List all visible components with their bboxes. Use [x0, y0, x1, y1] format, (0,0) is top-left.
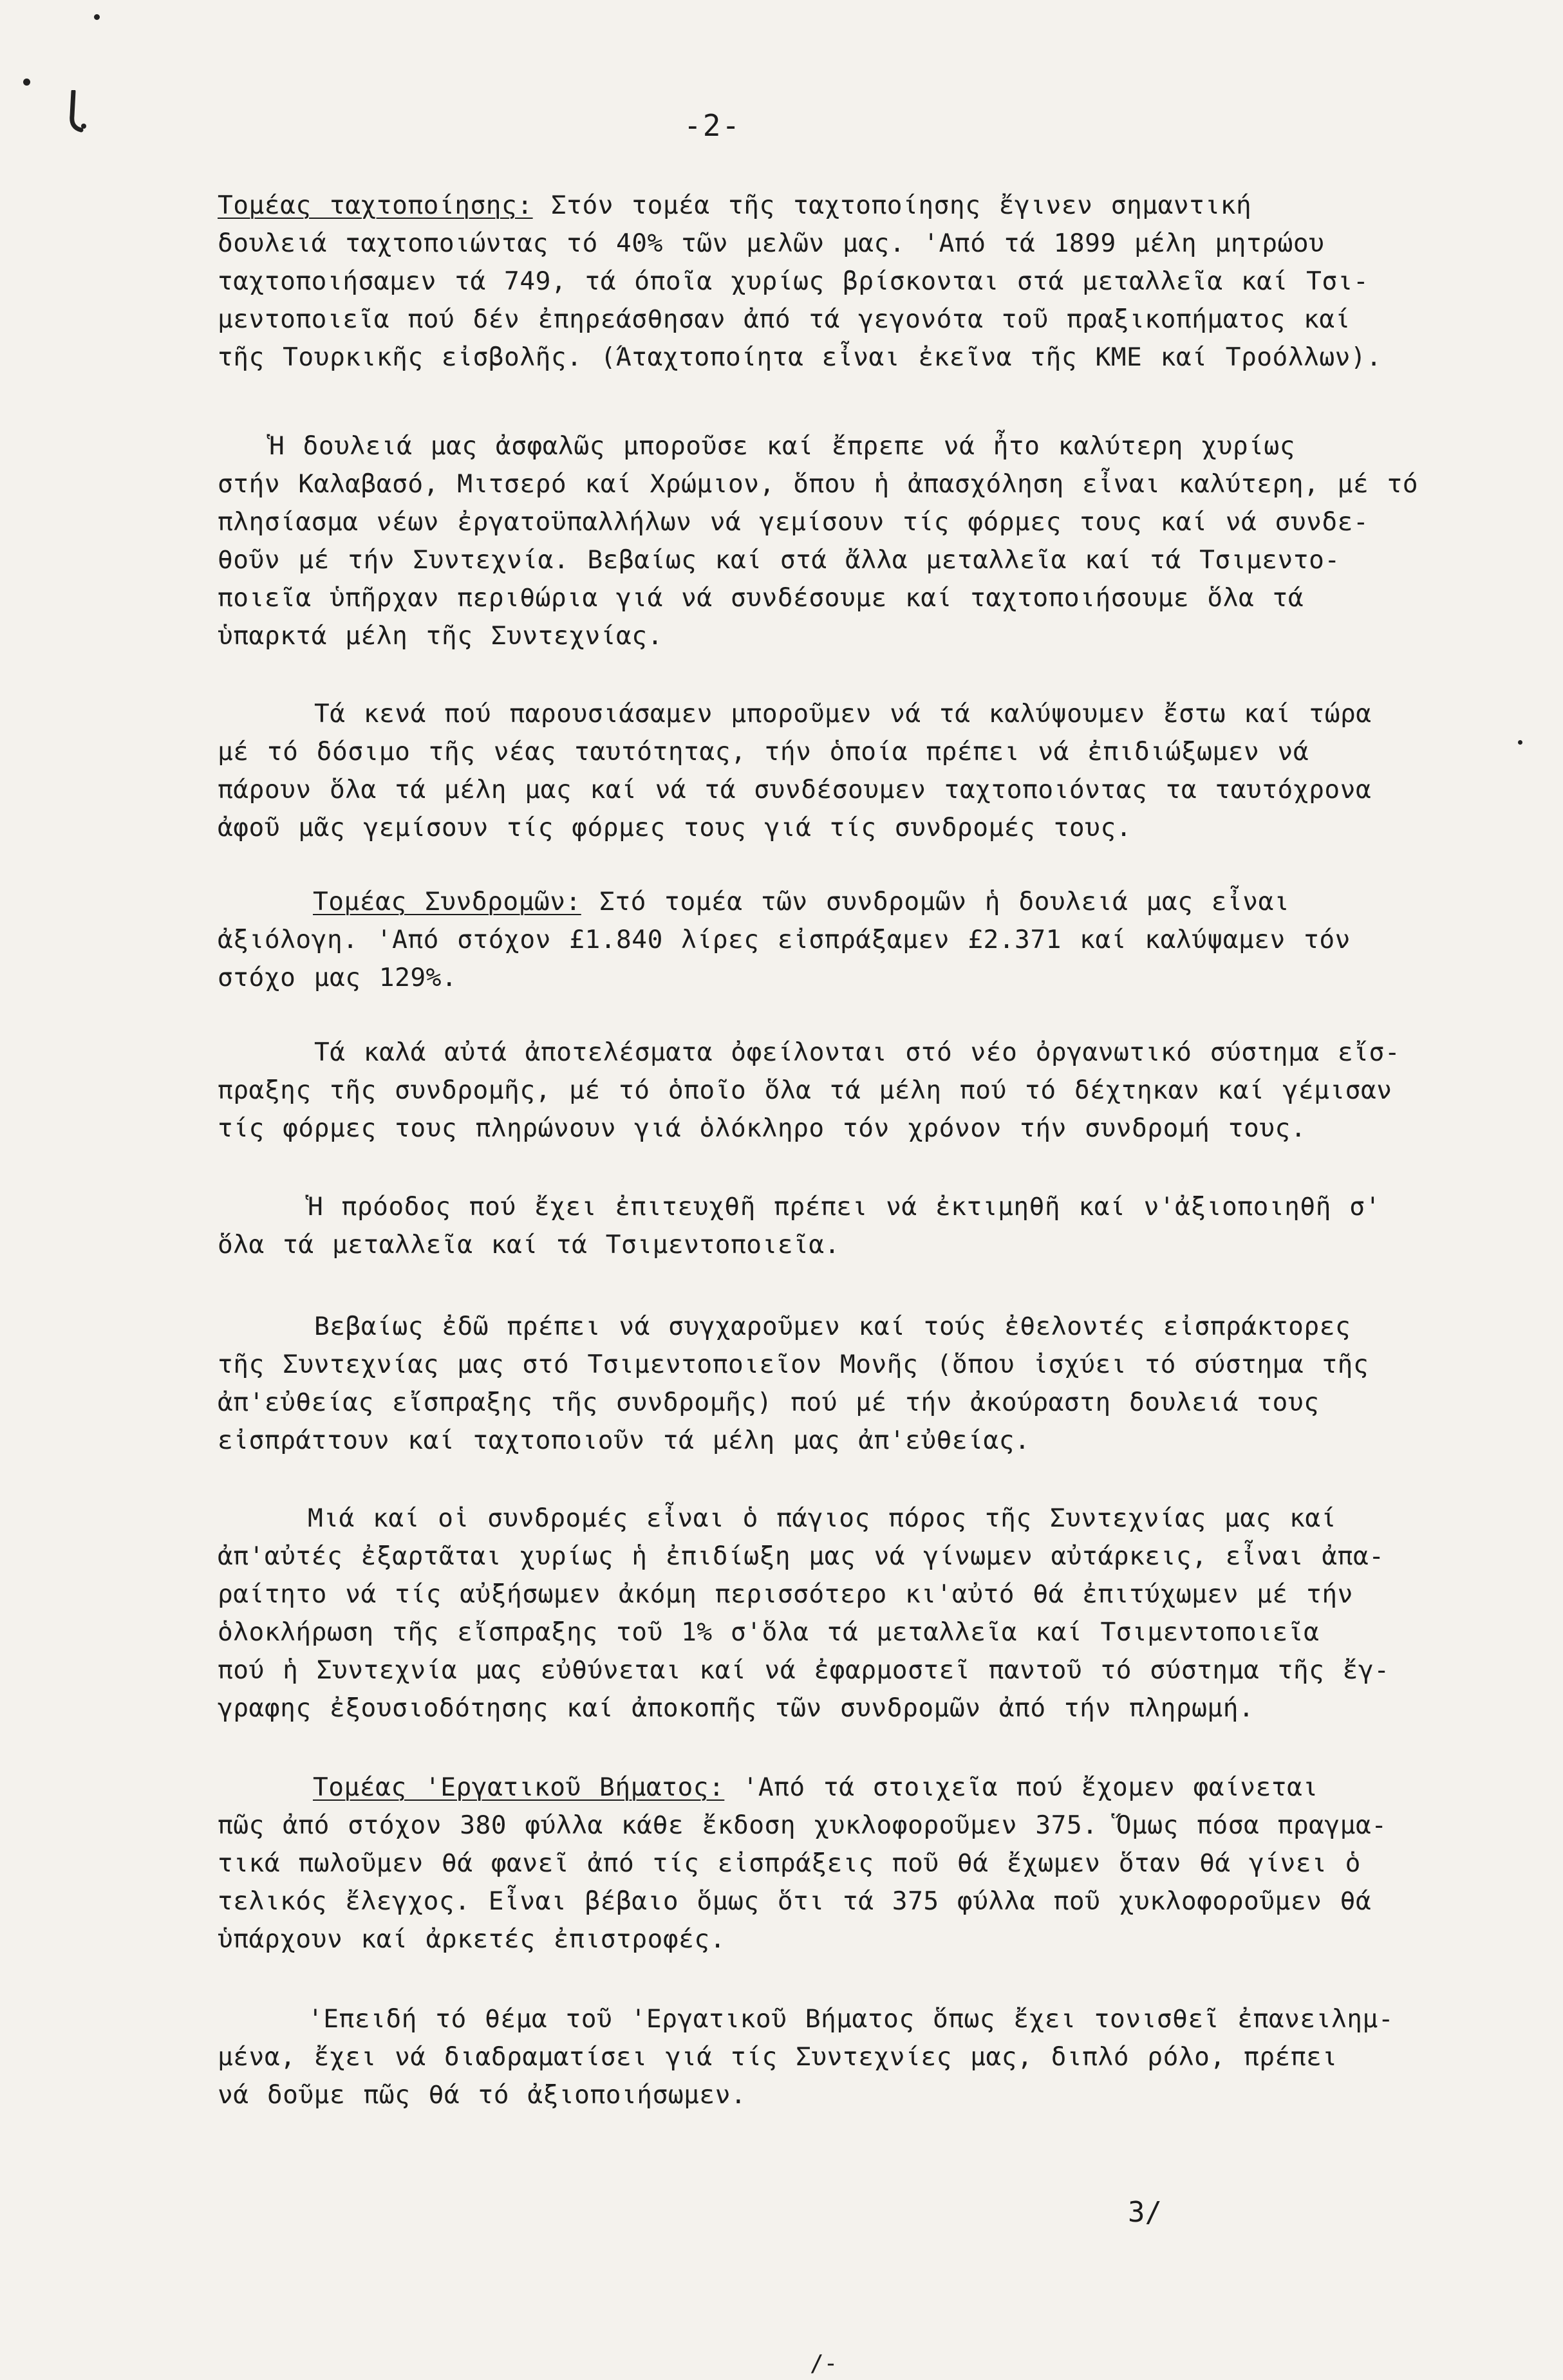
text-line: στόχο μας 129%.	[218, 963, 458, 992]
text-line: πῶς ἀπό στόχον 380 φύλλα κάθε ἔκδοση χυκλοφοροῦμεν 375. Ὅμως πόσα πραγμα-	[218, 1810, 1387, 1840]
text-line: ὅλα τά μεταλλεῖα καί τά Τσιμεντοποιεῖα.	[218, 1230, 840, 1260]
text-line: Τά καλά αὐτά ἀποτελέσματα ὀφείλονται στό νέο ὀργανωτικό σύστημα εἴσ-	[314, 1037, 1401, 1067]
text-line: θοῦν μέ τήν Συντεχνία. Βεβαίως καί στά ἄλλα μεταλλεῖα καί τά Τσιμεντο-	[218, 545, 1340, 575]
section-heading: Τομέας ταχτοποίησης:	[218, 191, 533, 220]
text-line: τῆς Τουρκικῆς εἰσβολῆς. (Άταχτοποίητα εἶναι ἐκεῖνα τῆς ΚΜΕ καί Τροόλλων).	[218, 342, 1382, 372]
scan-speck	[1518, 740, 1522, 745]
text-line: Στόν τομέα τῆς ταχτοποίησης ἔγινεν σημαντική	[532, 191, 1252, 220]
text-line: ποιεῖα ὑπῆρχαν περιθώρια γιά νά συνδέσουμε καί ταχτοποιήσουμε ὅλα τά	[218, 583, 1304, 613]
text-line: ἀφοῦ μᾶς γεμίσουν τίς φόρμες τους γιά τίς συνδρομές τους.	[218, 813, 1132, 842]
text-line: Στό τομέα τῶν συνδρομῶν ἡ δουλειά μας εἶναι	[581, 887, 1290, 916]
text-line: ἀπ'αὐτές ἐξαρτᾶται χυρίως ἡ ἐπιδίωξη μας νά γίνωμεν αὐτάρκεις, εἶναι ἀπα-	[218, 1541, 1385, 1571]
text-line: Ἡ πρόοδος πού ἔχει ἐπιτευχθῆ πρέπει νά ἐκτιμηθῆ καί ν'ἀξιοποιηθῆ σ'	[308, 1192, 1381, 1222]
text-line: ταχτοποιήσαμεν τά 749, τά όποῖα χυρίως βρίσκονται στά μεταλλεῖα καί Τσι-	[218, 266, 1369, 296]
scan-speck	[23, 79, 30, 86]
text-line: ὑπαρκτά μέλη τῆς Συντεχνίας.	[218, 621, 663, 651]
paragraph-subscription-resources	[218, 1500, 1428, 1727]
paragraph-gaps	[218, 695, 1428, 847]
text-line: δουλειά ταχτοποιώντας τό 40% τῶν μελῶν μας. 'Από τά 1899 μέλη μητρώου	[218, 228, 1325, 258]
text-line: Τά κενά πού παρουσιάσαμεν μποροῦμεν νά τά καλύψουμεν ἔστω καί τώρα	[314, 699, 1372, 729]
text-line: ὁλοκλήρωση τῆς εἴσπραξης τοῦ 1% σ'ὅλα τά μεταλλεῖα καί Τσιμεντοποιεῖα	[218, 1617, 1320, 1647]
text-line: εἰσπράττουν καί ταχτοποιοῦν τά μέλη μας ἀπ'εὐθείας.	[218, 1426, 1031, 1455]
text-line: ἀπ'εὐθείας εἴσπραξης τῆς συνδρομῆς) πού μέ τήν ἀκούραστη δουλειά τους	[218, 1388, 1320, 1417]
text-line: Βεβαίως ἐδῶ πρέπει νά συγχαροῦμεν καί τούς ἐθελοντές εἰσπράκτορες	[314, 1312, 1351, 1341]
text-line: ὑπάρχουν καί ἀρκετές ἐπιστροφές.	[218, 1924, 725, 1954]
paragraph-workers-tribune	[218, 1769, 1428, 1958]
paragraph-good-results	[218, 1034, 1428, 1148]
text-line: μένα, ἔχει νά διαδραματίσει γιά τίς Συντεχνίες μας, διπλό ρόλο, πρέπει	[218, 2042, 1338, 2072]
scan-speck	[94, 14, 100, 20]
corner-scribble-mark	[62, 90, 88, 135]
paragraph-subscriptions	[218, 883, 1428, 997]
paragraph-volunteers	[218, 1308, 1428, 1460]
text-line: μεντοποιεῖα πού δέν ἐπηρεάσθησαν ἀπό τά γεγονότα τοῦ πραξικοπήματος καί	[218, 304, 1351, 334]
paragraph-organization	[218, 187, 1428, 377]
footer-mark: /-	[810, 2350, 838, 2377]
text-line: τίς φόρμες τους πληρώνουν γιά ὁλόκληρο τόν χρόνον τήν συνδρομή τους.	[218, 1113, 1307, 1143]
text-line: τικά πωλοῦμεν θά φανεῖ ἀπό τίς εἰσπράξεις ποῦ θά ἔχωμεν ὅταν θά γίνει ὁ	[218, 1848, 1361, 1878]
page-number: -2-	[684, 108, 742, 143]
text-line: 'Επειδή τό θέμα τοῦ 'Εργατικοῦ Βήματος ὅπως ἔχει τονισθεῖ ἐπανειλημ-	[308, 2004, 1394, 2034]
paragraph-tribune-role	[218, 2000, 1428, 2114]
text-line: 'Από τά στοιχεῖα πού ἔχομεν φαίνεται	[724, 1772, 1318, 1802]
text-line: τελικός ἔλεγχος. Εἶναι βέβαιο ὅμως ὅτι τά 375 φύλλα ποῦ χυκλοφοροῦμεν θά	[218, 1886, 1372, 1916]
text-line: στήν Καλαβασό, Μιτσερό καί Χρώμιον, ὅπου ἡ ἀπασχόληση εἶναι καλύτερη, μέ τό	[218, 469, 1419, 499]
section-heading: Τομέας Συνδρομῶν:	[313, 887, 581, 916]
text-line: νά δοῦμε πῶς θά τό ἀξιοποιήσωμεν.	[218, 2080, 747, 2110]
continuation-marker: 3/	[1128, 2196, 1162, 2229]
text-line: Ἡ δουλειά μας ἀσφαλῶς μποροῦσε καί ἔπρεπε νά ἦτο καλύτερη χυρίως	[269, 431, 1295, 461]
text-line: πού ἡ Συντεχνία μας εὐθύνεται καί νά ἐφαρμοστεῖ παντοῦ τό σύστημα τῆς ἔγ-	[218, 1655, 1390, 1685]
text-line: τῆς Συντεχνίας μας στό Τσιμεντοποιεῖον Μονῆς (ὅπου ἰσχύει τό σύστημα τῆς	[218, 1350, 1369, 1379]
text-line: πλησίασμα νέων ἐργατοϋπαλλήλων νά γεμίσουν τίς φόρμες τους καί νά συνδε-	[218, 507, 1369, 537]
section-heading: Τομέας 'Εργατικοῦ Βήματος:	[313, 1772, 725, 1802]
text-line: Μιά καί οἱ συνδρομές εἶναι ὁ πάγιος πόρος τῆς Συντεχνίας μας καί	[308, 1503, 1336, 1533]
text-line: μέ τό δόσιμο τῆς νέας ταυτότητας, τήν ὁποία πρέπει νά ἐπιδιώξωμεν νά	[218, 737, 1309, 767]
text-line: ραίτητο νά τίς αὐξήσωμεν ἀκόμη περισσότερο κι'αὐτό θά ἐπιτύχωμεν μέ τήν	[218, 1579, 1353, 1609]
text-line: πραξης τῆς συνδρομῆς, μέ τό ὁποῖο ὅλα τά μέλη πού τό δέχτηκαν καί γέμισαν	[218, 1075, 1392, 1105]
paragraph-progress	[218, 1188, 1428, 1264]
paragraph-work-assessment	[218, 427, 1428, 655]
text-line: γραφης ἐξουσιοδότησης καί ἀποκοπῆς τῶν συνδρομῶν ἀπό τήν πληρωμή.	[218, 1693, 1255, 1723]
text-line: πάρουν ὅλα τά μέλη μας καί νά τά συνδέσουμεν ταχτοποιόντας τα ταυτόχρονα	[218, 775, 1372, 804]
text-line: ἀξιόλογη. 'Από στόχον £1.840 λίρες εἰσπράξαμεν £2.371 καί καλύψαμεν τόν	[218, 925, 1351, 954]
